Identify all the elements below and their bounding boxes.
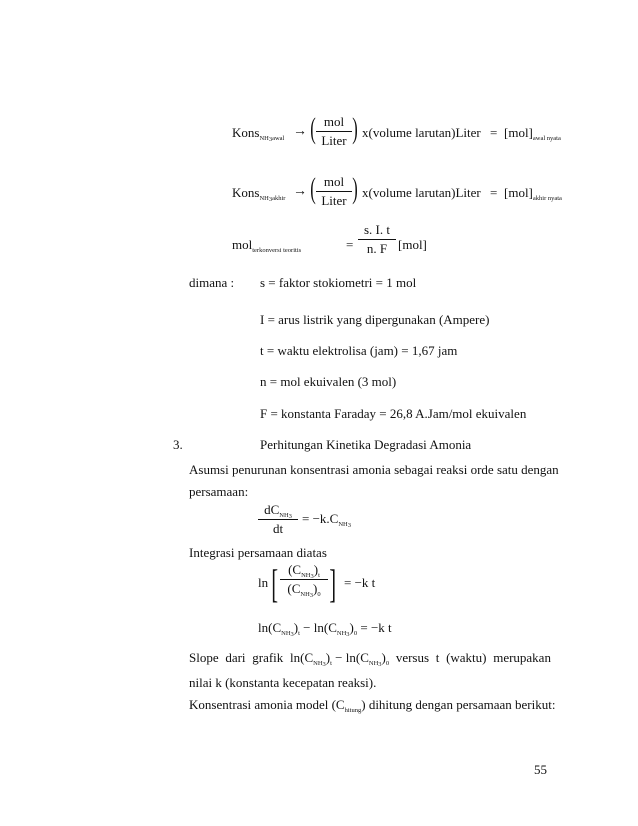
- eq3-rhs: [mol]: [398, 237, 427, 252]
- equation-integrated-ratio: [258, 560, 418, 610]
- eq5-right-bracket: ]: [329, 561, 336, 606]
- eq1-left-paren: (: [310, 112, 316, 145]
- eq5-left-bracket: [: [271, 561, 278, 606]
- eq2-lhs: Kons$_{NH3akhir}$: [232, 185, 286, 203]
- eq1-arrow: →: [293, 124, 307, 139]
- paragraph-slope: Slope dari grafik $\ln(C_{NH3})_t - \ln(C_{NH3})_0$ versus t (waktu) merupakan: [189, 650, 551, 668]
- paragraph-model-concentration: Konsentrasi amonia model $(C_{hitung})$ dihitung dengan persamaan berikut:: [189, 697, 556, 714]
- where-item: I = arus listrik yang dipergunakan (Ampere): [260, 312, 490, 327]
- equation-log-difference: $\ln(C_{NH3})_t - \ln(C_{NH3})_0 = -k$ t: [258, 620, 392, 638]
- where-label: dimana :: [189, 275, 235, 290]
- paragraph-integration: Integrasi persamaan diatas: [189, 545, 327, 560]
- eq2-arrow: →: [293, 184, 307, 199]
- eq1-equals: =: [490, 125, 498, 140]
- paragraph-assumption: Asumsi penurunan konsentrasi amonia sebagai reaksi orde satu dengan: [189, 462, 559, 477]
- page-number: 55: [534, 762, 547, 777]
- eq5-rhs: = −k t: [344, 575, 376, 590]
- equation-initial-concentration: [232, 106, 561, 156]
- eq5-ln: ln: [258, 575, 269, 590]
- eq1-rhs: $[mol]_{awal nyata}$: [504, 125, 561, 142]
- eq3-fraction: s. I. t n. F: [358, 222, 396, 257]
- equation-final-concentration: [232, 166, 562, 216]
- where-item: t = waktu elektrolisa (jam) = 1,67 jam: [260, 343, 458, 358]
- where-item: F = konstanta Faraday = 26,8 A.Jam/mol ekuivalen: [260, 406, 527, 421]
- where-item: s = faktor stokiometri = 1 mol: [260, 275, 417, 290]
- section-number: 3.: [173, 437, 183, 452]
- eq4-fraction: $dC_{NH3}$ dt: [258, 502, 298, 537]
- paragraph-assumption-cont: persamaan:: [189, 484, 249, 499]
- paragraph-slope-cont: nilai k (konstanta kecepatan reaksi).: [189, 675, 377, 690]
- equation-rate-law: [258, 502, 398, 542]
- equation-theoretical-moles: [232, 222, 432, 262]
- eq2-equals: =: [490, 185, 498, 200]
- eq1-right-paren: ): [352, 112, 358, 145]
- eq2-fraction: mol Liter: [316, 174, 352, 209]
- eq1-lhs: Kons$_{NH3awal}$: [232, 125, 285, 143]
- eq2-rhs: $[mol]_{akhir nyata}$: [504, 185, 562, 202]
- eq5-fraction: $(C_{NH3})_t$ $(C_{NH3})_0$: [280, 562, 328, 597]
- eq4-rhs: = $-k.C_{NH3}$: [302, 511, 351, 529]
- section-title: Perhitungan Kinetika Degradasi Amonia: [260, 437, 472, 452]
- where-item: n = mol ekuivalen (3 mol): [260, 374, 397, 389]
- eq2-right-paren: ): [352, 172, 358, 205]
- eq2-left-paren: (: [310, 172, 316, 205]
- eq2-middle: x(volume larutan)Liter: [362, 185, 481, 200]
- eq1-fraction: mol Liter: [316, 114, 352, 149]
- eq3-equals: =: [346, 237, 354, 252]
- eq3-lhs: mol$_{terkonversi teoritis}$: [232, 237, 302, 254]
- para3-formula: $\ln(C_{NH3})_t - \ln(C_{NH3})_0$: [290, 650, 390, 668]
- eq1-middle: x(volume larutan)Liter: [362, 125, 481, 140]
